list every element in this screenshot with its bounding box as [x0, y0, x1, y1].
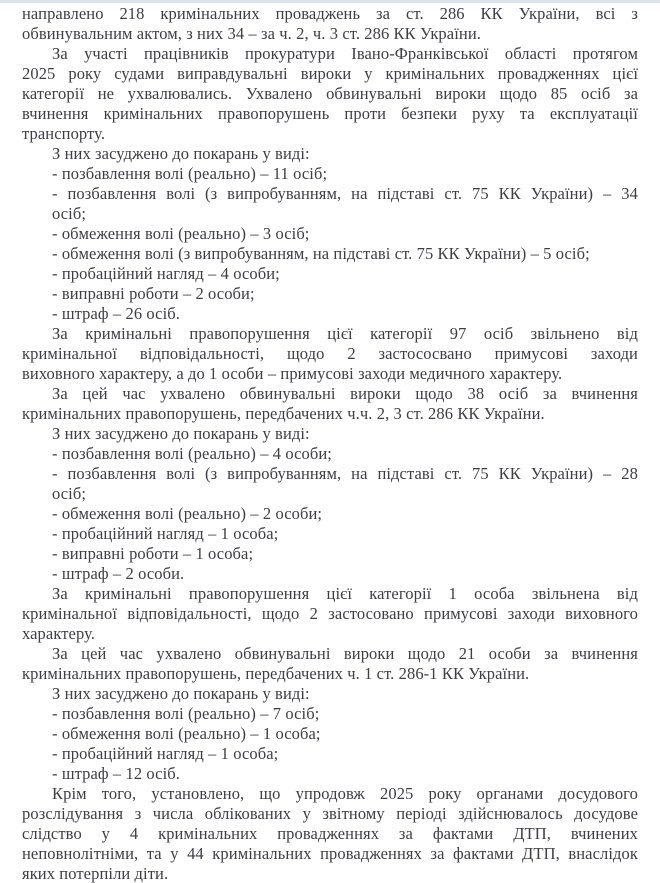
text-line: - штраф – 2 особи. — [52, 564, 185, 583]
text-line: транспорту. — [22, 124, 106, 143]
text-line: За цей час ухвалено обвинувальні вироки щодо 21 особи за вчинення — [52, 644, 638, 663]
text-line: кримінальних правопорушень, передбачених ч.ч. 2, 3 ст. 286 КК України. — [22, 404, 545, 423]
text-line: - позбавлення волі (з випробуванням, на підставі ст. 75 КК України) – 28 — [52, 464, 638, 483]
text-line: З них засуджено до покарань у виді: — [52, 144, 310, 163]
text-line: слідство у 4 кримінальних провадженнях за фактами ДТП, вчинених — [22, 824, 638, 843]
text-line: характеру. — [22, 624, 96, 643]
text-line: розслідування з числа облікованих у звітному періоді здійснювалось досудове — [22, 804, 638, 823]
text-line: - виправні роботи – 1 особа; — [52, 544, 254, 563]
text-line: - позбавлення волі (з випробуванням, на підставі ст. 75 КК України) – 34 — [52, 184, 638, 203]
text-line: кримінальної відповідальності, щодо 2 застососвано примусові заходи — [22, 344, 638, 363]
text-line: неповнолітніми, та у 44 кримінальних провадженнях за фактами ДТП, внаслідок — [22, 844, 638, 863]
text-line: - штраф – 26 осіб. — [52, 304, 181, 323]
text-line: осіб; — [52, 204, 87, 223]
document-text — [22, 2, 638, 883]
text-line: обвинувальним актом, з них 34 – за ч. 2, ч. 3 ст. 286 КК України. — [22, 24, 481, 43]
text-line: вчинення кримінальних правопорушень проти безпеки руху та експлуатації — [22, 104, 638, 123]
text-line: направлено 218 кримінальних проваджень за ст. 286 КК України, всі з — [22, 4, 638, 23]
text-line: - обмеження волі (реально) – 3 осіб; — [52, 224, 310, 243]
text-line: За кримінальні правопорушення цієї категорії 1 особа звільнена від — [52, 584, 638, 603]
text-line: - позбавлення волі (реально) – 11 осіб; — [52, 164, 328, 183]
text-line: - позбавлення волі (реально) – 7 осіб; — [52, 704, 320, 723]
text-line: 2025 року судами виправдувальні вироки у кримінальних провадженнях цієї — [22, 64, 638, 83]
text-line: осіб; — [52, 484, 87, 503]
text-line: - пробаційний нагляд – 4 особи; — [52, 264, 280, 283]
text-line: кримінальних правопорушень, передбачених ч. 1 ст. 286-1 КК України. — [22, 664, 530, 683]
text-line: За кримінальні правопорушення цієї категорії 97 осіб звільнено від — [52, 324, 638, 343]
text-line: - виправні роботи – 2 особи; — [52, 284, 255, 303]
text-line: За участі працівників прокуратури Івано-Франківської області протягом — [52, 44, 638, 63]
text-line: - обмеження волі (з випробуванням, на підставі ст. 75 КК України) – 5 осіб; — [52, 244, 590, 263]
text-line: - штраф – 12 осіб. — [52, 764, 181, 783]
text-line: За цей час ухвалено обвинувальні вироки щодо 38 осіб за вчинення — [52, 384, 638, 403]
text-line: кримінальної відповідальності, щодо 2 застосовано примусові заходи виховного — [22, 604, 638, 623]
text-line: яких потерпіли діти. — [22, 864, 169, 883]
text-line: - обмеження волі (реально) – 1 особа; — [52, 724, 321, 743]
text-line: виховного характеру, а до 1 особи – примусові заходи медичного характеру. — [22, 364, 563, 383]
text-line: - позбавлення волі (реально) – 4 особи; — [52, 444, 332, 463]
text-line: З них засуджено до покарань у виді: — [52, 424, 310, 443]
text-line: - обмеження волі (реально) – 2 особи; — [52, 504, 323, 523]
text-line: - пробаційний нагляд – 1 особа; — [52, 744, 279, 763]
text-line: - пробаційний нагляд – 1 особа; — [52, 524, 279, 543]
text-line: категорії не ухвалювались. Ухвалено обвинувальні вироки щодо 85 осіб за — [22, 84, 638, 103]
text-line: З них засуджено до покарань у виді: — [52, 684, 310, 703]
text-line: Крім того, установлено, що упродовж 2025 року органами досудового — [52, 784, 638, 803]
